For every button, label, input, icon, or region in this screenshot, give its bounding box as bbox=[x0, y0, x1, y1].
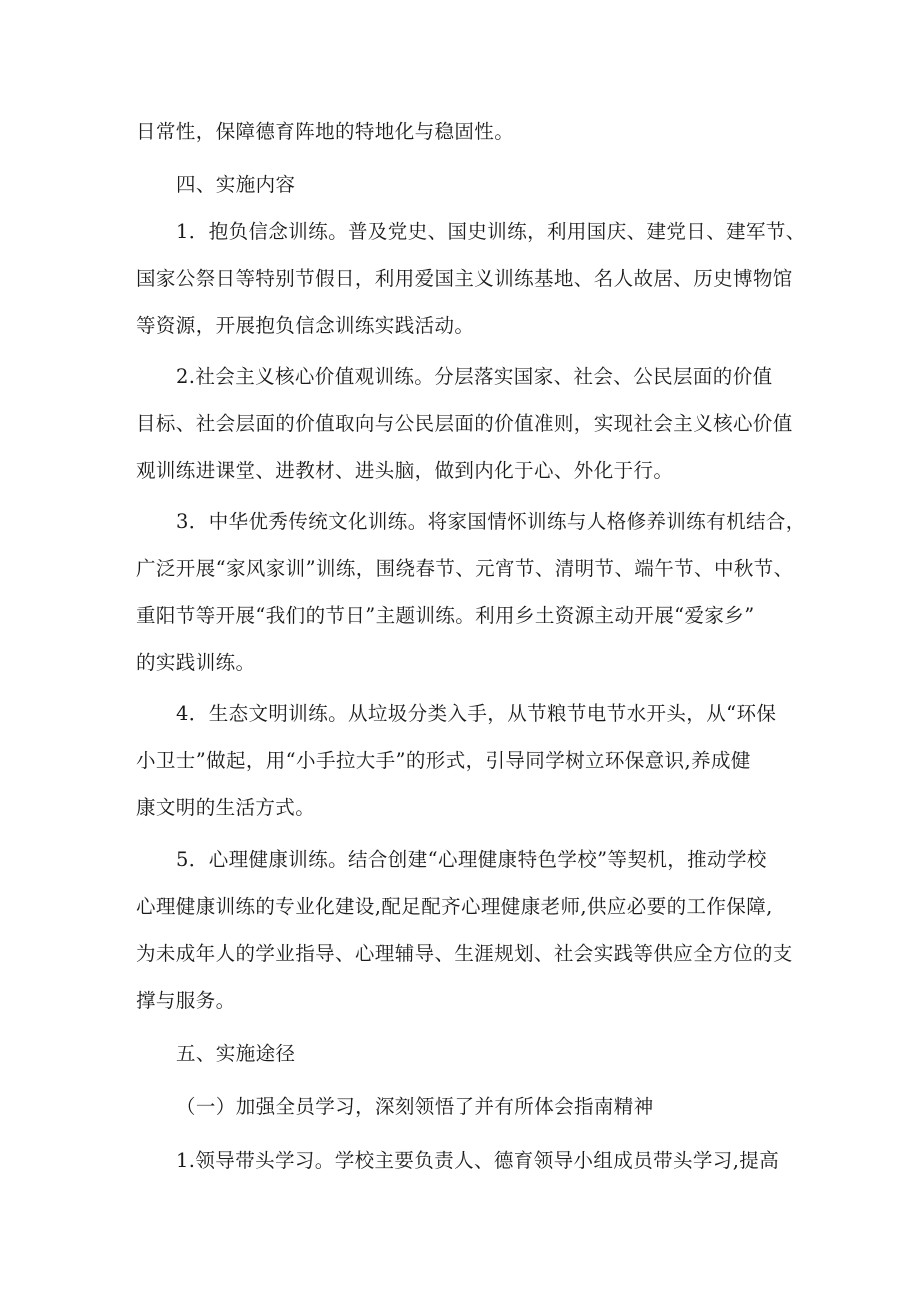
text-line: 撑与服务。 bbox=[136, 989, 236, 1012]
text-line: 重阳节等开展“我们的节日”主题训练。利用乡土资源主动开展“爱家乡” bbox=[136, 604, 755, 627]
section-heading: 四、实施内容 bbox=[176, 173, 296, 196]
text-line: 5．心理健康训练。结合创建“心理健康特色学校”等契机，推动学校 bbox=[176, 848, 767, 871]
subsection-heading: （一）加强全员学习，深刻领悟了并有所体会指南精神 bbox=[176, 1095, 654, 1118]
text-line: 国家公祭日等特别节假日，利用爱国主义训练基地、名人故居、历史博物馆 bbox=[136, 267, 793, 290]
text-line: 2.社会主义核心价值观训练。分层落实国家、社会、公民层面的价值 bbox=[176, 365, 773, 388]
text-line: 1．抱负信念训练。普及党史、国史训练，利用国庆、建党日、建军节、 bbox=[176, 220, 806, 243]
text-line: 广泛开展“家风家训”训练，围绕春节、元宵节、清明节、端午节、中秋节、 bbox=[136, 557, 794, 580]
text-line: 3．中华优秀传统文化训练。将家国情怀训练与人格修养训练有机结合， bbox=[176, 510, 806, 533]
text-line: 1.领导带头学习。学校主要负责人、德育领导小组成员带头学习,提高 bbox=[176, 1149, 780, 1172]
section-heading: 五、实施途径 bbox=[176, 1042, 296, 1065]
text-line: 目标、社会层面的价值取向与公民层面的价值准则，实现社会主义核心价值 bbox=[136, 412, 793, 435]
text-line: 的实践训练。 bbox=[136, 651, 256, 674]
text-line: 为未成年人的学业指导、心理辅导、生涯规划、社会实践等供应全方位的支 bbox=[136, 942, 793, 965]
text-line: 小卫士”做起，用“小手拉大手”的形式，引导同学树立环保意识,养成健 bbox=[136, 749, 751, 772]
text-line: 心理健康训练的专业化建设,配足配齐心理健康老师,供应必要的工作保障, bbox=[136, 895, 773, 918]
text-line: 4．生态文明训练。从垃圾分类入手，从节粮节电节水开头，从“环保 bbox=[176, 702, 777, 725]
text-line: 康文明的生活方式。 bbox=[136, 796, 316, 819]
text-line: 等资源，开展抱负信念训练实践活动。 bbox=[136, 314, 475, 337]
text-line: 观训练进课堂、进教材、进头脑，做到内化于心、外化于行。 bbox=[136, 459, 674, 482]
text-line: 日常性，保障德育阵地的特地化与稳固性。 bbox=[136, 120, 515, 143]
